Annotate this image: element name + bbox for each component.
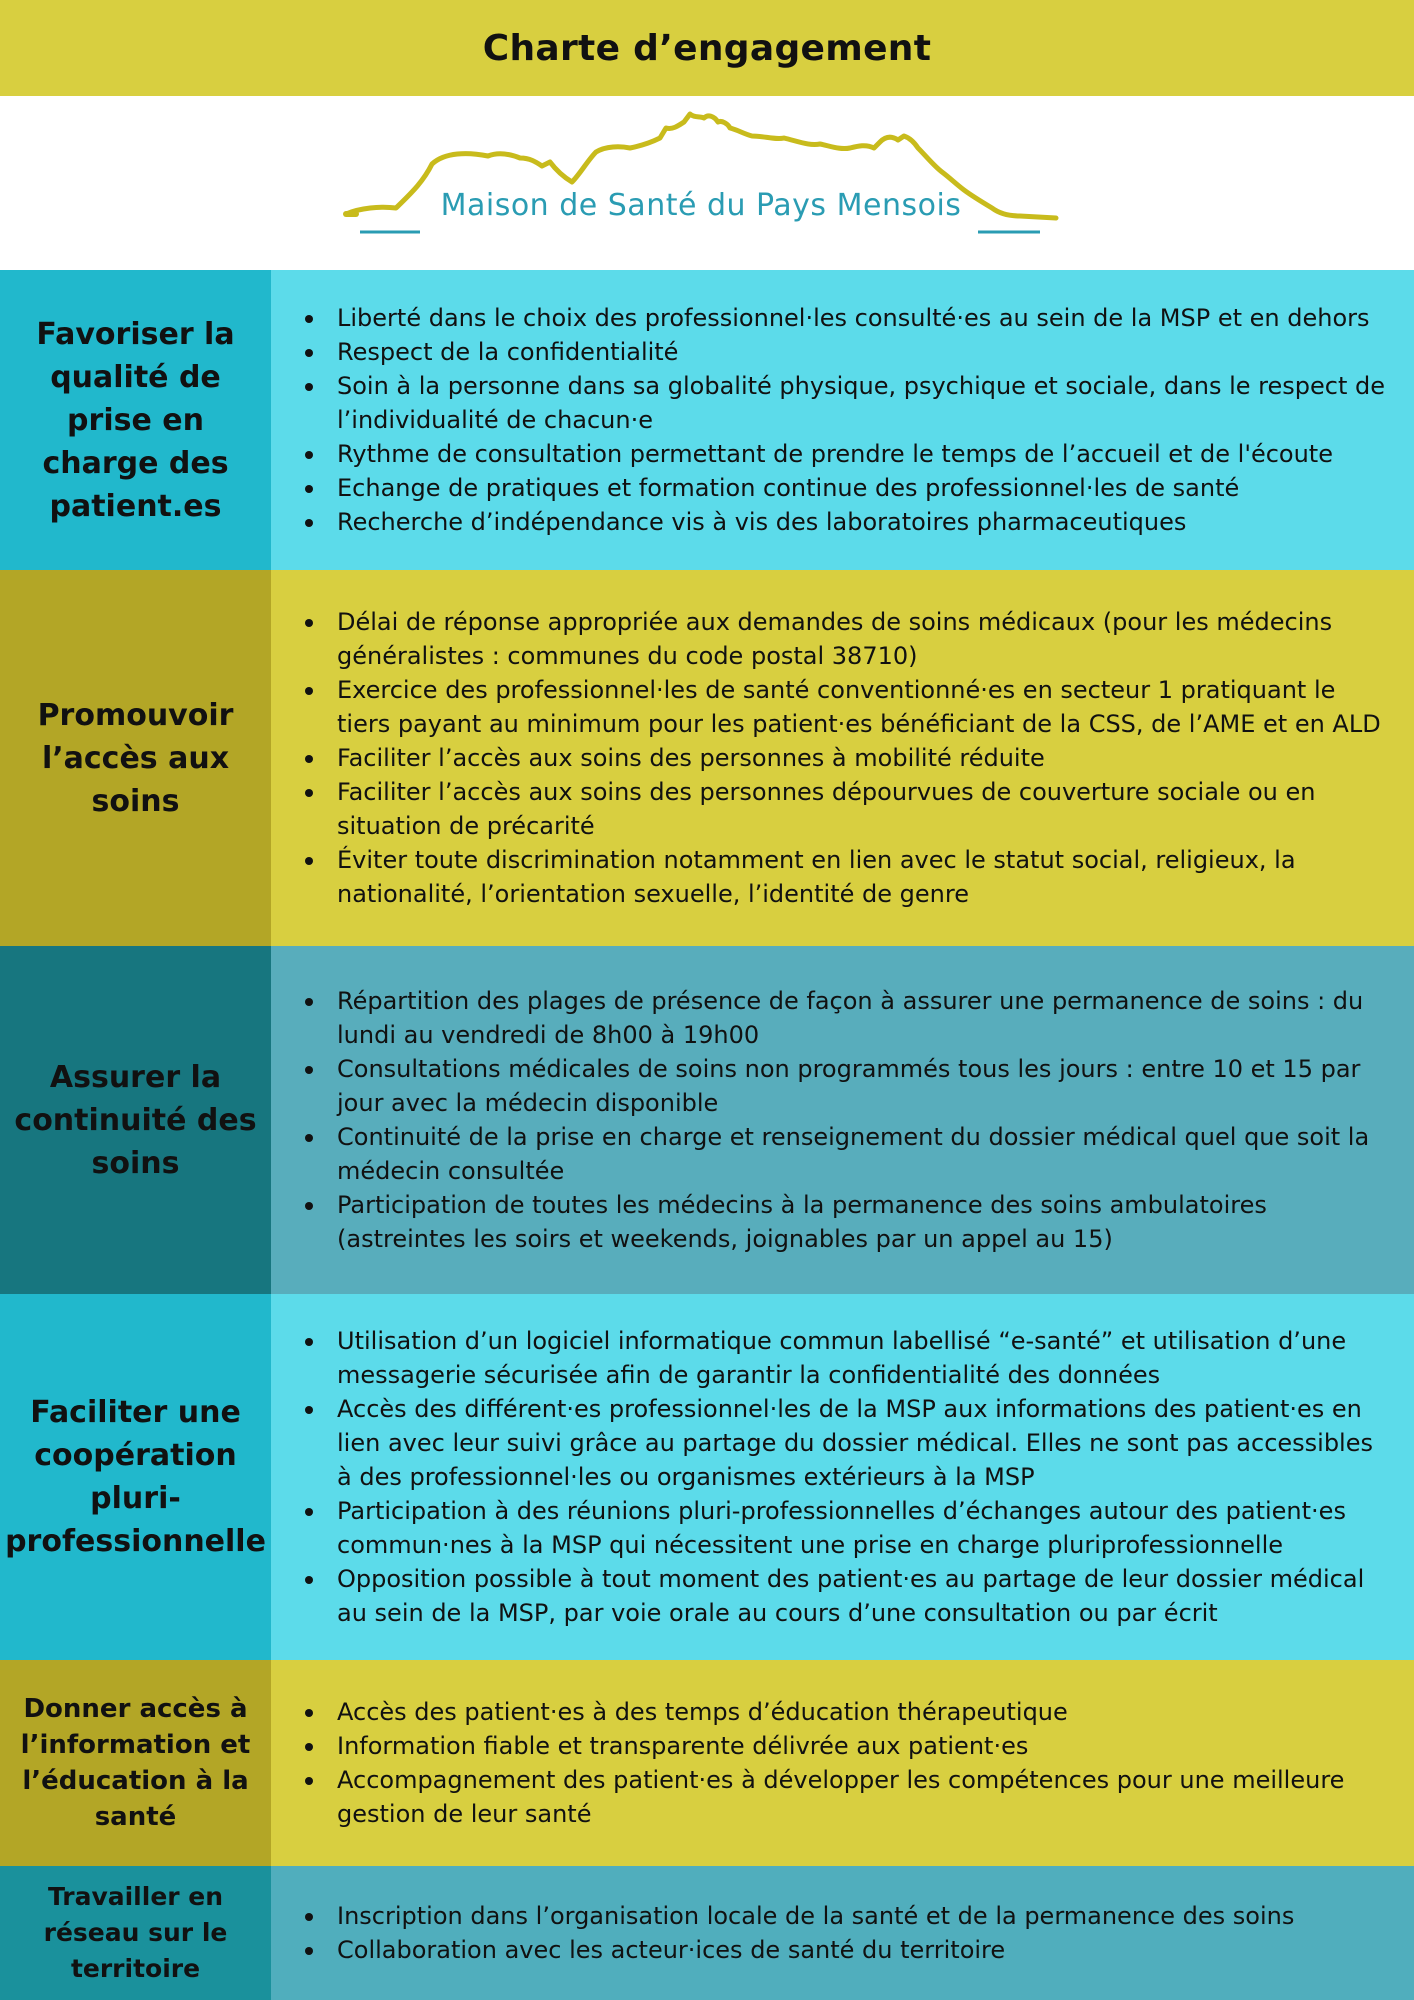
section-continuity xyxy=(0,946,1414,1294)
list-item: Collaboration avec les acteur·ices de santé du territoire xyxy=(337,1933,1294,1967)
list-item: Faciliter l’accès aux soins des personnes à mobilité réduite xyxy=(337,741,1394,775)
item-list xyxy=(337,984,1394,1256)
section-education xyxy=(0,1660,1414,1866)
item-list xyxy=(337,605,1394,911)
section-heading: Travailler en réseau sur le territoire xyxy=(0,1866,271,2000)
list-item: Soin à la personne dans sa globalité physique, psychique et sociale, dans le respect de l’individualité de chacun·e xyxy=(337,369,1394,437)
logo xyxy=(0,96,1414,270)
item-list xyxy=(337,301,1394,539)
page-header xyxy=(0,0,1414,96)
list-item: Exercice des professionnel·les de santé conventionné·es en secteur 1 pratiquant le tiers payant au minimum pour les patient·es bénéficiant de la CSS, de l’AME et en ALD xyxy=(337,673,1394,741)
section-content xyxy=(271,570,1414,946)
list-item: Rythme de consultation permettant de prendre le temps de l’accueil et de l'écoute xyxy=(337,437,1394,471)
list-item: Respect de la confidentialité xyxy=(337,335,1394,369)
logo-wordmark: Maison de Santé du Pays Mensois xyxy=(440,188,962,223)
section-heading: Assurer la continuité des soins xyxy=(0,946,271,1294)
list-item: Accès des différent·es professionnel·les de la MSP aux informations des patient·es en lien avec leur suivi grâce au partage du dossier médical. Elles ne sont pas accessibles à des professionnel·les ou organismes extérieurs à la MSP xyxy=(337,1392,1394,1494)
section-heading: Donner accès à l’information et l’éducation à la santé xyxy=(0,1660,271,1866)
page-title: Charte d’engagement xyxy=(482,27,932,69)
item-list xyxy=(337,1899,1294,1967)
section-content xyxy=(271,1294,1414,1660)
list-item: Continuité de la prise en charge et renseignement du dossier médical quel que soit la médecin consultée xyxy=(337,1120,1394,1188)
list-item: Délai de réponse appropriée aux demandes de soins médicaux (pour les médecins généralistes : communes du code postal 38710) xyxy=(337,605,1394,673)
mountain-logo-icon xyxy=(0,96,1414,270)
list-item: Accès des patient·es à des temps d’éducation thérapeutique xyxy=(337,1695,1394,1729)
list-item: Accompagnement des patient·es à développer les compétences pour une meilleure gestion de leur santé xyxy=(337,1763,1394,1831)
list-item: Répartition des plages de présence de façon à assurer une permanence de soins : du lundi au vendredi de 8h00 à 19h00 xyxy=(337,984,1394,1052)
list-item: Participation de toutes les médecins à la permanence des soins ambulatoires (astreintes les soirs et weekends, joignables par un appel au 15) xyxy=(337,1188,1394,1256)
section-quality xyxy=(0,270,1414,570)
section-content xyxy=(271,946,1414,1294)
list-item: Recherche d’indépendance vis à vis des laboratoires pharmaceutiques xyxy=(337,505,1394,539)
section-heading: Faciliter une coopération pluri-professionnelle xyxy=(0,1294,271,1660)
list-item: Utilisation d’un logiciel informatique commun labellisé “e-santé” et utilisation d’une messagerie sécurisée afin de garantir la confidentialité des données xyxy=(337,1324,1394,1392)
section-network xyxy=(0,1866,1414,2000)
list-item: Consultations médicales de soins non programmés tous les jours : entre 10 et 15 par jour avec la médecin disponible xyxy=(337,1052,1394,1120)
section-heading: Promouvoir l’accès aux soins xyxy=(0,570,271,946)
section-content xyxy=(271,1660,1414,1866)
item-list xyxy=(337,1695,1394,1831)
section-content xyxy=(271,1866,1414,2000)
section-access xyxy=(0,570,1414,946)
list-item: Éviter toute discrimination notamment en lien avec le statut social, religieux, la nationalité, l’orientation sexuelle, l’identité de genre xyxy=(337,843,1394,911)
list-item: Opposition possible à tout moment des patient·es au partage de leur dossier médical au sein de la MSP, par voie orale au cours d’une consultation ou par écrit xyxy=(337,1562,1394,1630)
section-cooperation xyxy=(0,1294,1414,1660)
list-item: Information fiable et transparente délivrée aux patient·es xyxy=(337,1729,1394,1763)
list-item: Participation à des réunions pluri-professionnelles d’échanges autour des patient·es commun·nes à la MSP qui nécessitent une prise en charge pluriprofessionnelle xyxy=(337,1494,1394,1562)
list-item: Echange de pratiques et formation continue des professionnel·les de santé xyxy=(337,471,1394,505)
list-item: Inscription dans l’organisation locale de la santé et de la permanence des soins xyxy=(337,1899,1294,1933)
section-heading: Favoriser la qualité de prise en charge des patient.es xyxy=(0,270,271,570)
list-item: Faciliter l’accès aux soins des personnes dépourvues de couverture sociale ou en situation de précarité xyxy=(337,775,1394,843)
list-item: Liberté dans le choix des professionnel·les consulté·es au sein de la MSP et en dehors xyxy=(337,301,1394,335)
section-content xyxy=(271,270,1414,570)
item-list xyxy=(337,1324,1394,1630)
